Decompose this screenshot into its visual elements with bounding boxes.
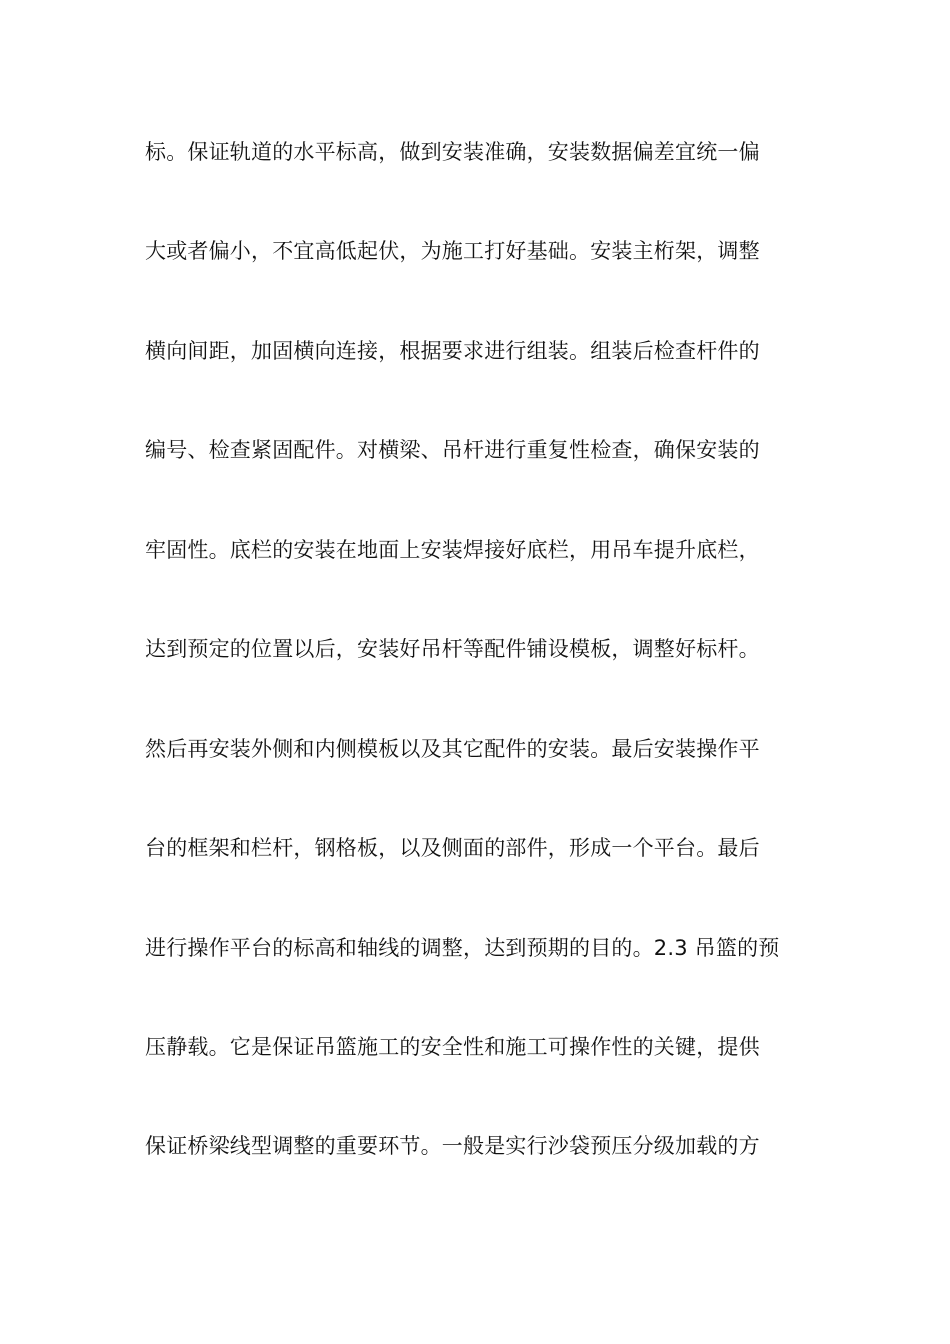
body-text-line-9: 进行操作平台的标高和轴线的调整，达到预期的目的。2.3 吊篮的预 [145, 936, 780, 960]
body-text-line-1: 标。保证轨道的水平标高，做到安装准确，安装数据偏差宜统一偏 [145, 140, 760, 164]
body-text-line-3: 横向间距，加固横向连接，根据要求进行组装。组装后检查杆件的 [145, 339, 760, 363]
body-text-line-11: 保证桥梁线型调整的重要环节。一般是实行沙袋预压分级加载的方 [145, 1134, 760, 1158]
body-text-line-7: 然后再安装外侧和内侧模板以及其它配件的安装。最后安装操作平 [145, 737, 760, 761]
body-text-line-4: 编号、检查紧固配件。对横梁、吊杆进行重复性检查，确保安装的 [145, 438, 760, 462]
body-text-line-6: 达到预定的位置以后，安装好吊杆等配件铺设模板，调整好标杆。 [145, 637, 760, 661]
body-text-line-5: 牢固性。底栏的安装在地面上安装焊接好底栏，用吊车提升底栏， [145, 538, 760, 562]
body-text-line-8: 台的框架和栏杆，钢格板，以及侧面的部件，形成一个平台。最后 [145, 836, 760, 860]
body-text-line-10: 压静载。它是保证吊篮施工的安全性和施工可操作性的关键，提供 [145, 1035, 760, 1059]
body-text-line-2: 大或者偏小，不宜高低起伏，为施工打好基础。安装主桁架，调整 [145, 239, 760, 263]
